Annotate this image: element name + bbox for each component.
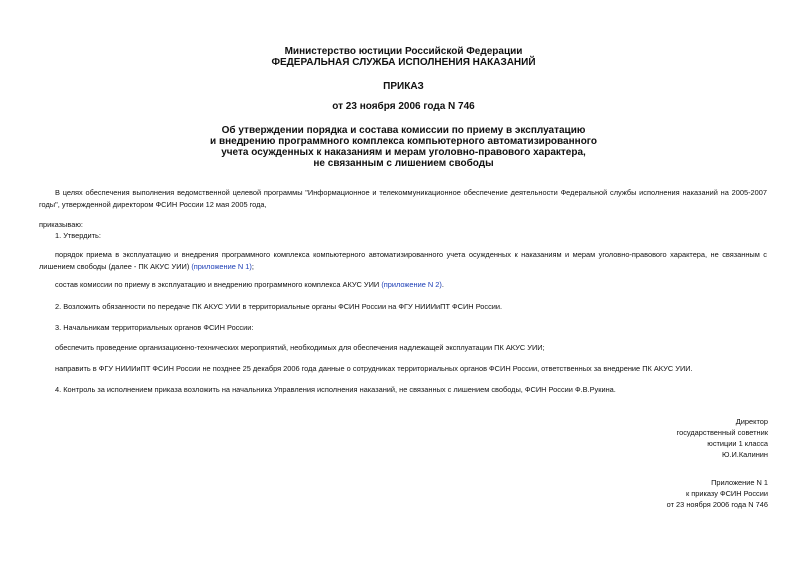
doc-date-number: от 23 ноября 2006 года N 746 <box>332 101 475 112</box>
signature-line: Директор <box>735 417 768 426</box>
appendix-1-link[interactable]: (приложение N 1) <box>191 262 252 271</box>
signature-line: государственный советник <box>676 428 768 437</box>
title-line: Об утверждении порядка и состава комиссии по приему в эксплуатацию <box>221 125 586 136</box>
signature-line: юстиции 1 класса <box>707 439 768 448</box>
item-3: 3. Начальникам территориальных органов ФСИН России: <box>55 323 254 332</box>
item-1b-text: состав комиссии по приему в эксплуатацию и внедрению программного комплекса АКУС УИИ <box>55 280 382 289</box>
item-1b-end: . <box>441 280 444 289</box>
item-1a-end: ; <box>251 262 254 271</box>
title-line: не связанным с лишением свободы <box>313 158 494 169</box>
doc-type: ПРИКАЗ <box>383 81 424 92</box>
item-3a: обеспечить проведение организационно-технических мероприятий, необходимых для обеспечения надлежащей эксплуатации ПК АКУС УИИ; <box>55 343 545 352</box>
item-1b-paragraph <box>55 279 444 291</box>
item-4: 4. Контроль за исполнением приказа возложить на начальника Управления исполнения наказаний, не связанных с лишением свободы, ФСИН России Ф.В.Рукина. <box>55 385 616 394</box>
title-line: учета осужденных к наказаниям и мерам уголовно-правового характера, <box>221 147 586 158</box>
order-word: приказываю: <box>39 220 83 229</box>
ministry-line: Министерство юстиции Российской Федерации <box>284 46 523 57</box>
service-line: ФЕДЕРАЛЬНАЯ СЛУЖБА ИСПОЛНЕНИЯ НАКАЗАНИЙ <box>271 57 536 68</box>
signatory-name: Ю.И.Калинин <box>721 450 768 459</box>
item-1: 1. Утвердить: <box>55 231 101 240</box>
appendix-date: от 23 ноября 2006 года N 746 <box>666 500 768 509</box>
appendix-2-link[interactable]: (приложение N 2) <box>381 280 442 289</box>
item-1a-paragraph <box>39 249 767 273</box>
title-line: и внедрению программного комплекса компьютерного автоматизированного <box>210 136 597 147</box>
item-3b: направить в ФГУ НИИИиПТ ФСИН России не позднее 25 декабря 2006 года данные о сотрудниках территориальных органов ФСИН России, ответственных за внедрение ПК АКУС УИИ. <box>55 364 693 373</box>
appendix-heading: Приложение N 1 <box>711 478 768 487</box>
item-2: 2. Возложить обязанности по передаче ПК АКУС УИИ в территориальные органы ФСИН России на ФГУ НИИИиПТ ФСИН России. <box>55 302 503 311</box>
item-1a-text: порядок приема в эксплуатацию и внедрения программного комплекса компьютерного автоматизированного учета осужденных к наказаниям и мерам уголовно-правового характера, не связанным с лишением свободы (далее - ПК АКУС УИИ) <box>39 250 767 271</box>
intro-paragraph: В целях обеспечения выполнения ведомственной целевой программы "Информационное и телекоммуникационное обеспечение деятельности Федеральной службы исполнения наказаний на 2005-2007 годы", утвержденной директором ФСИН России 12 мая 2005 года, <box>39 188 767 209</box>
appendix-reference: к приказу ФСИН России <box>685 489 768 498</box>
